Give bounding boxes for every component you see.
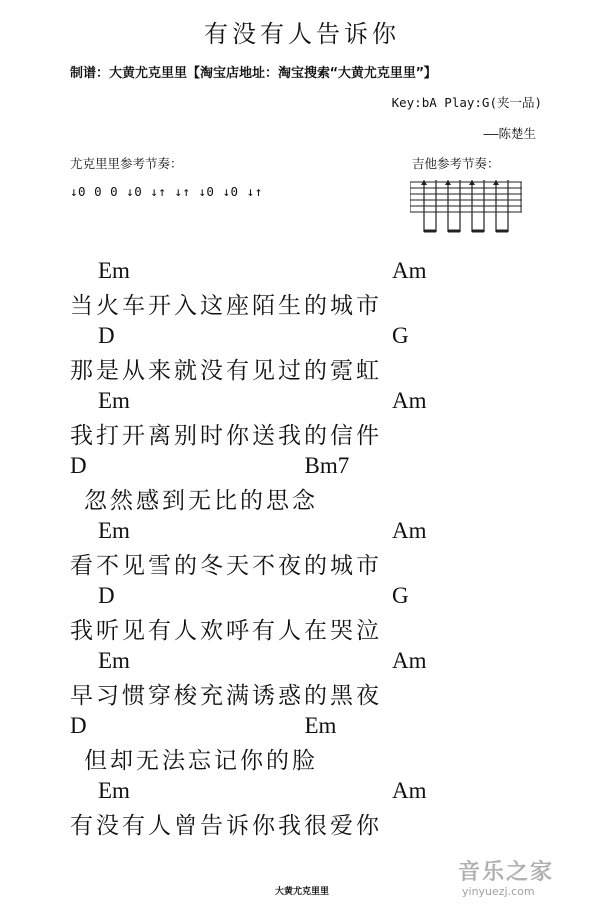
chord-label: Em [98,648,130,673]
chord-label: Em [98,388,130,413]
chord-label: D [70,453,87,478]
song-title: 有没有人告诉你 [204,20,400,48]
chord-label: Em [98,518,130,543]
lyric-line: 有没有人曾告诉你我很爱你 [70,813,382,839]
chord-label: Em [98,778,130,803]
chord-label: G [392,323,409,348]
lyric-line: 当火车开入这座陌生的城市 [70,293,382,319]
lyric-line: 看不见雪的冬天不夜的城市 [70,553,382,579]
ukulele-rhythm-label: 尤克里里参考节奏： [70,156,183,171]
guitar-rhythm-diagram [410,178,522,240]
lyric-line: 我打开离别时你送我的信件 [70,423,382,449]
lyric-line: 但却无法忘记你的脸 [84,748,318,774]
lyric-line: 那是从来就没有见过的霓虹 [70,358,382,384]
watermark-logo [458,855,598,901]
chord-label: Am [392,258,427,283]
chord-label: Bm7 [304,453,350,478]
chord-label: Em [98,258,130,283]
arranger-credit: 制谱：大黄尤克里里【淘宝店地址：淘宝搜索“大黄尤克里里”】 [70,66,437,81]
lyric-line: 忽然感到无比的思念 [84,488,318,514]
chord-label: Am [392,518,427,543]
artist-name: ——陈楚生 [483,126,536,141]
lyric-line: 我听见有人欢呼有人在哭泣 [70,618,382,644]
guitar-rhythm-label: 吉他参考节奏： [412,156,500,171]
chord-label: D [98,583,115,608]
lyric-line: 早习惯穿梭充满诱惑的黑夜 [70,683,382,709]
chord-label: Am [392,778,427,803]
chord-label: D [98,323,115,348]
footer-brand: 大黄尤克里里 [274,887,329,897]
chord-label: Am [392,648,427,673]
ukulele-rhythm-pattern: ↓0 0 0 ↓0 ↓↑ ↓↑ ↓0 ↓0 ↓↑ [70,184,263,199]
chord-label: G [392,583,409,608]
watermark-text: 音乐之家 [458,860,555,885]
chord-label: Am [392,388,427,413]
watermark-url: yinyuezj.com [462,885,535,898]
chord-label: Em [304,713,337,738]
chord-label: D [70,713,87,738]
key-play-info: Key:bA Play:G(夹一品) [391,95,542,110]
